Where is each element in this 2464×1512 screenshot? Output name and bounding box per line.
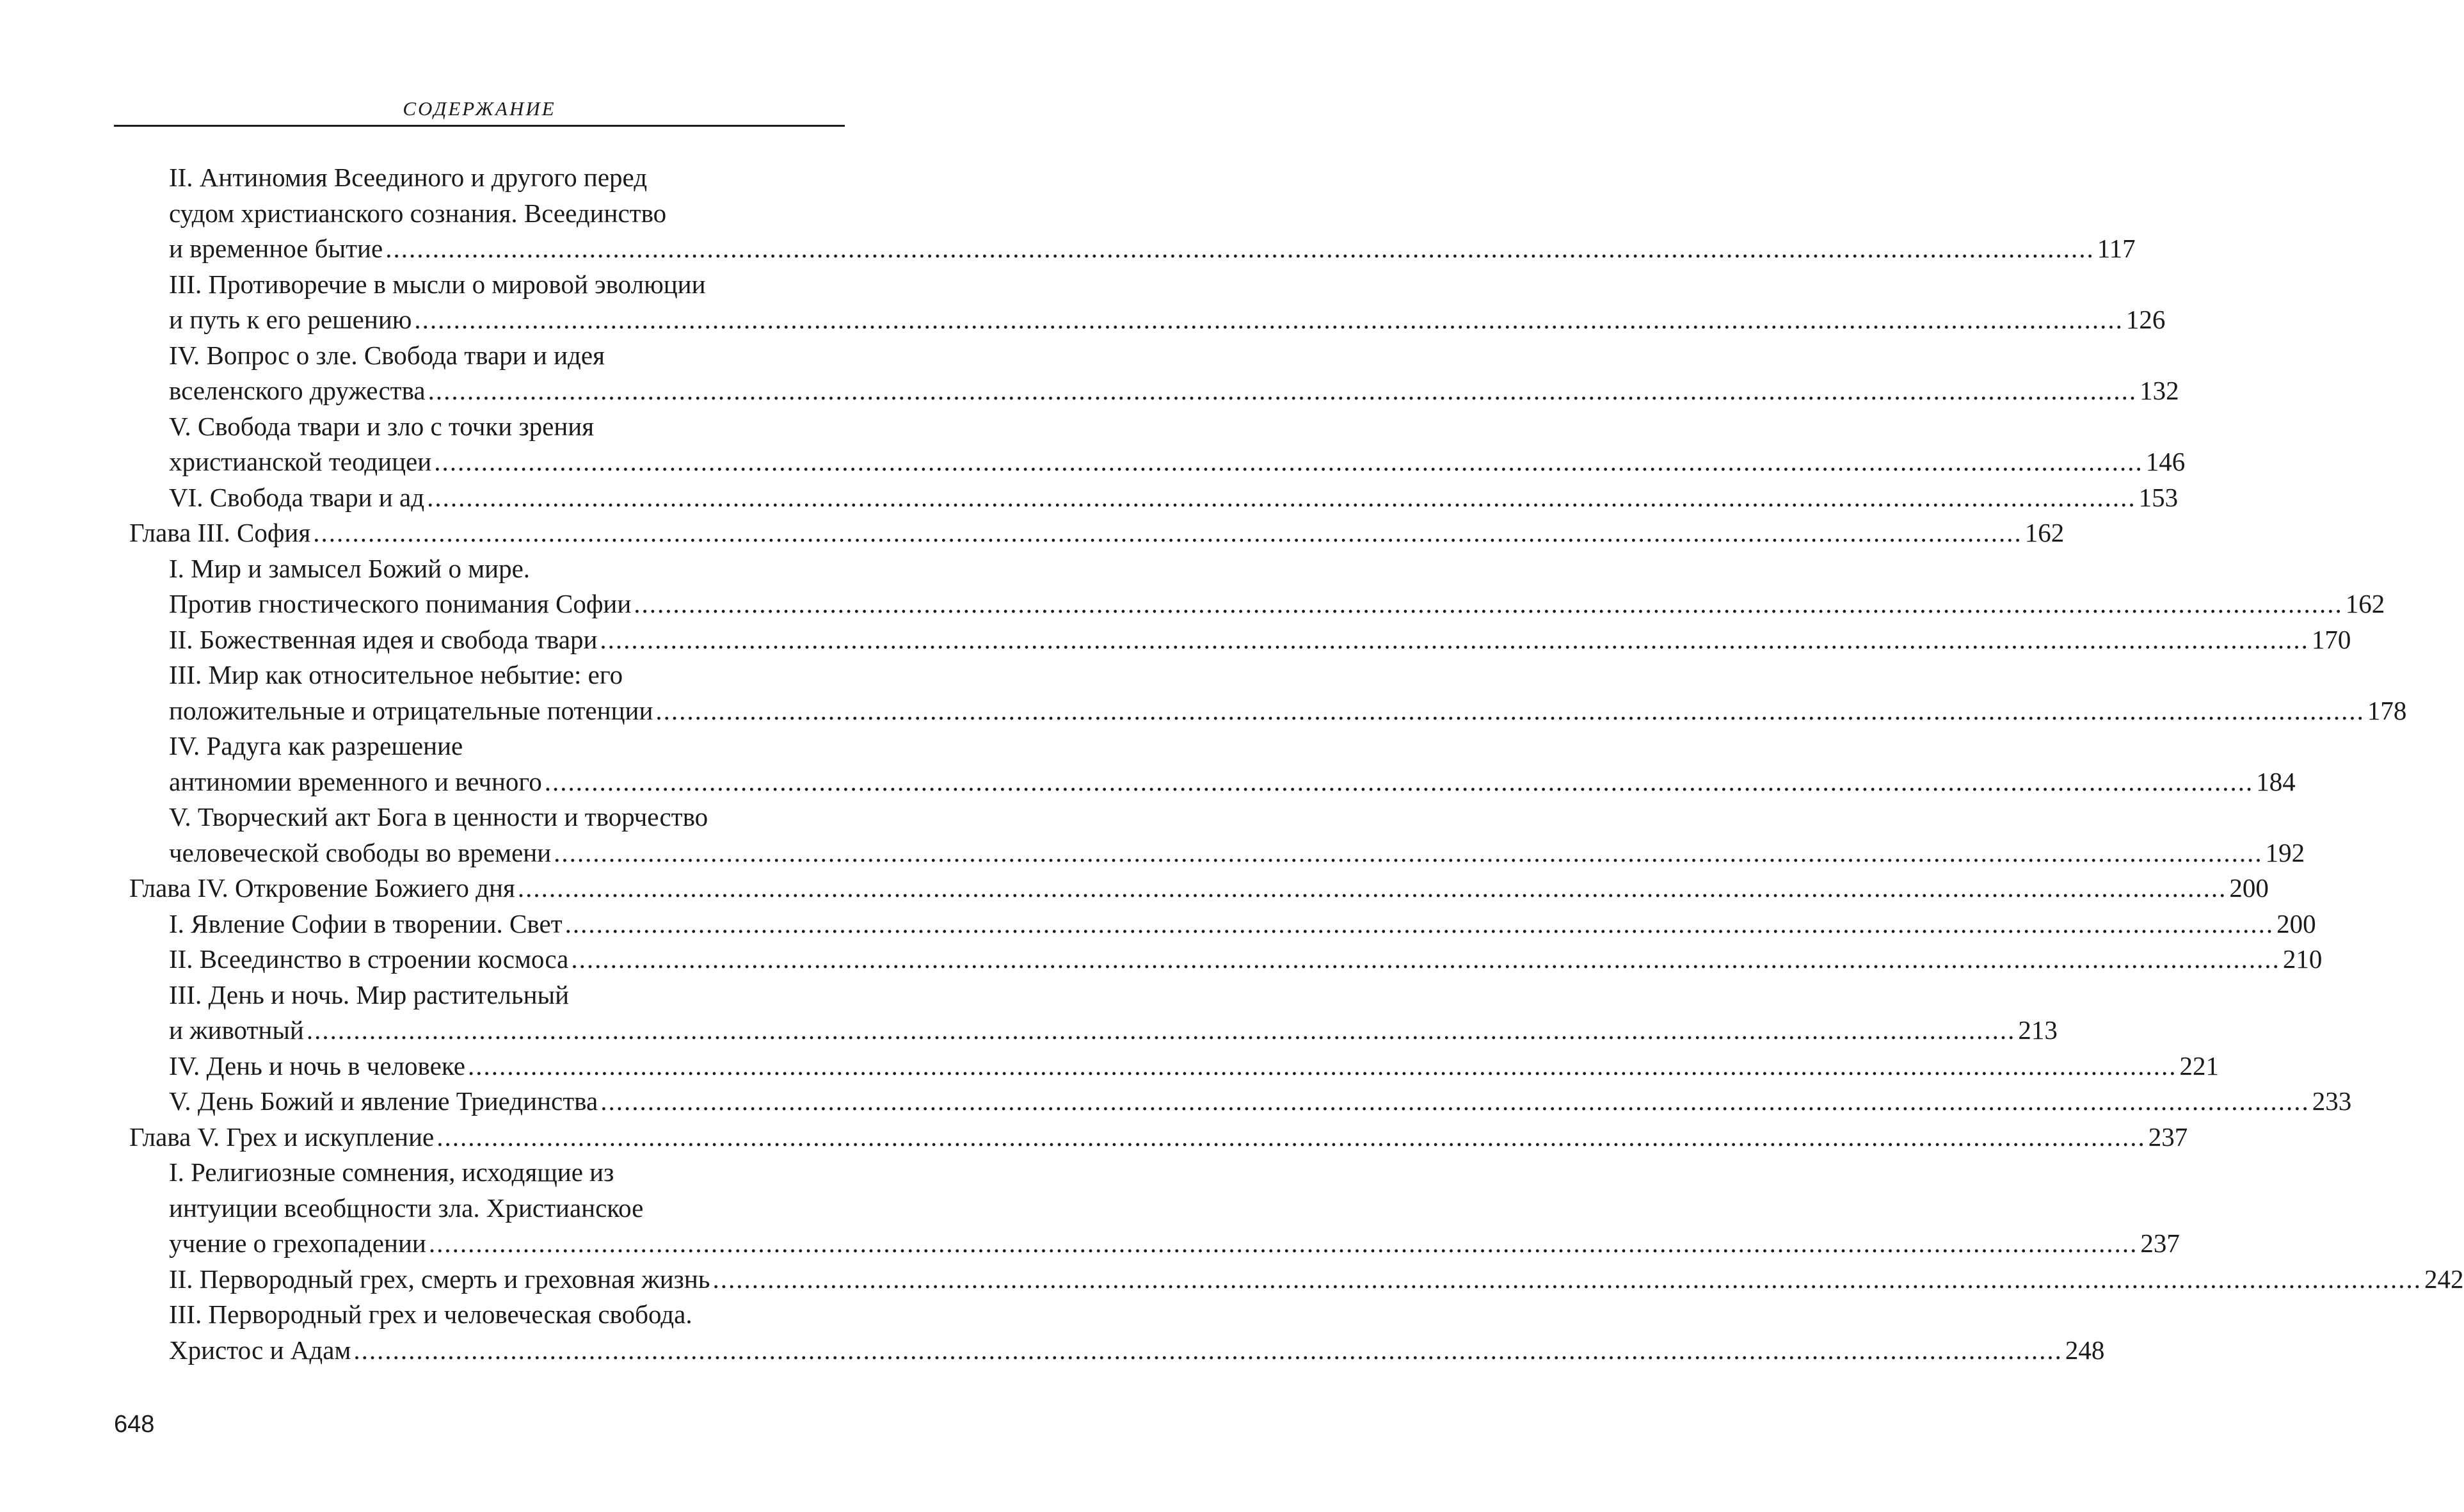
toc-section-entry: [0, 551, 2385, 622]
toc-entry-last-line: [169, 231, 2136, 267]
toc-entry-last-line: [129, 515, 2065, 551]
dot-leader: [436, 1120, 2146, 1155]
toc-page-number: 170: [2311, 624, 2351, 654]
toc-section-entry: [0, 622, 2351, 658]
toc-entry-title-line: и временное бытие: [169, 234, 383, 263]
page-number: 648: [114, 1411, 155, 1438]
toc-chapter-entry: [0, 871, 2269, 906]
toc-entry-title-line: I. Религиозные сомнения, исходящие из: [169, 1157, 614, 1187]
toc-entry-last-line: [129, 871, 2269, 906]
toc-section-entry: [0, 338, 2179, 409]
toc-entry-title-line: Глава III. София: [129, 518, 311, 547]
toc-entry-title-line: и животный: [169, 1015, 304, 1045]
toc-entry-title-line: III. Первородный грех и человеческая свобода.: [169, 1299, 692, 1329]
toc-entry-last-line: [169, 622, 2351, 658]
toc-section-entry: [0, 657, 2407, 728]
toc-entry-last-line: [129, 1120, 2188, 1155]
toc-section-entry: [0, 160, 2136, 267]
toc-entry-title-line: III. Мир как относительное небытие: его: [169, 660, 623, 689]
toc-entry-last-line: [169, 693, 2407, 729]
dot-leader: [434, 444, 2143, 480]
toc-entry-title-line: судом христианского сознания. Всеединство: [169, 198, 667, 228]
toc-chapter-entry: [0, 1120, 2188, 1155]
toc-entry-last-line: [169, 1333, 2105, 1369]
toc-section-entry: [0, 267, 2166, 338]
toc-entry-title-line: V. Творческий акт Бога в ценности и творчество: [169, 802, 708, 832]
toc-chapter-entry: [0, 515, 2065, 551]
toc-entry-last-line: [169, 835, 2305, 871]
dot-leader: [313, 515, 2022, 551]
toc-page-number: 210: [2282, 944, 2323, 974]
header-rule: [114, 125, 845, 127]
toc-entry-last-line: [169, 480, 2179, 516]
dot-leader: [427, 480, 2136, 516]
dot-leader: [545, 764, 2254, 800]
dot-leader: [571, 942, 2280, 977]
dot-leader: [428, 373, 2138, 409]
toc-entry-title-line: антиномии временного и вечного: [169, 766, 542, 796]
toc-section-entry: [0, 1084, 2352, 1120]
toc-section-entry: [0, 409, 2186, 480]
toc-entry-last-line: [169, 586, 2385, 622]
toc-entry-last-line: [169, 1226, 2180, 1262]
dot-leader: [565, 906, 2275, 942]
toc-page-number: 162: [2024, 518, 2065, 547]
toc-entry-title-line: V. День Божий и явление Триединства: [169, 1086, 598, 1116]
toc-entry-title-line: II. Первородный грех, смерть и греховная жизнь: [169, 1264, 710, 1294]
toc-section-entry: [0, 977, 2058, 1049]
toc-entry-title-line: III. Противоречие в мысли о мировой эволюции: [169, 269, 706, 299]
toc-page-number: 221: [2179, 1050, 2219, 1081]
toc-page-number: 153: [2138, 482, 2179, 512]
toc-entry-title-line: положительные и отрицательные потенции: [169, 695, 653, 725]
toc-entry-last-line: [169, 444, 2186, 480]
toc-entry-title-line: и путь к его решению: [169, 305, 412, 334]
dot-leader: [713, 1262, 2422, 1298]
dot-leader: [385, 231, 2095, 267]
dot-leader: [353, 1333, 2063, 1369]
toc-page-number: 126: [2125, 305, 2166, 334]
toc-page-number: 200: [2276, 908, 2316, 938]
table-of-contents: [0, 160, 2464, 1368]
toc-entry-title-line: человеческой свободы во времени: [169, 837, 552, 867]
dot-leader: [307, 1013, 2016, 1049]
toc-entry-title-line: Против гностического понимания Софии: [169, 589, 632, 618]
toc-page-number: 213: [2018, 1015, 2058, 1045]
dot-leader: [554, 835, 2263, 871]
dot-leader: [414, 302, 2124, 338]
toc-section-entry: [0, 1297, 2105, 1368]
toc-entry-last-line: [169, 1084, 2352, 1120]
toc-entry-title-line: IV. День и ночь в человеке: [169, 1050, 465, 1081]
toc-section-entry: [0, 728, 2296, 800]
toc-entry-title-line: Глава V. Грех и искупление: [129, 1122, 435, 1152]
toc-entry-title-line: II. Всеединство в строении космоса: [169, 944, 569, 974]
toc-entry-last-line: [169, 302, 2166, 338]
toc-page-number: 192: [2265, 837, 2305, 867]
toc-entry-title-line: I. Мир и замысел Божий о мире.: [169, 553, 531, 583]
toc-page-number: 233: [2312, 1086, 2352, 1116]
toc-entry-last-line: [169, 373, 2179, 409]
toc-page-number: 132: [2140, 376, 2179, 405]
toc-entry-title-line: IV. Вопрос о зле. Свобода твари и идея: [169, 340, 605, 370]
toc-entry-last-line: [169, 1013, 2058, 1049]
toc-section-entry: [0, 942, 2323, 977]
dot-leader: [429, 1226, 2138, 1262]
toc-entry-title-line: IV. Радуга как разрешение: [169, 731, 463, 760]
toc-section-entry: [0, 480, 2179, 516]
toc-entry-title-line: II. Антиномия Всеединого и другого перед: [169, 163, 648, 192]
toc-entry-last-line: [169, 906, 2316, 942]
toc-page-number: 117: [2097, 234, 2136, 263]
toc-page-number: 146: [2145, 447, 2186, 476]
toc-page-number: 162: [2345, 589, 2385, 618]
toc-entry-title-line: интуиции всеобщности зла. Христианское: [169, 1193, 644, 1223]
toc-page-number: 237: [2148, 1122, 2188, 1152]
running-title: СОДЕРЖАНИЕ: [403, 97, 556, 120]
toc-page-number: 237: [2140, 1228, 2180, 1258]
toc-entry-title-line: учение о грехопадении: [169, 1228, 426, 1258]
dot-leader: [518, 871, 2227, 906]
dot-leader: [600, 622, 2309, 658]
toc-entry-last-line: [169, 1262, 2464, 1298]
toc-entry-last-line: [169, 942, 2323, 977]
toc-page-number: 248: [2065, 1335, 2105, 1365]
toc-entry-title-line: христианской теодицеи: [169, 447, 432, 476]
toc-page-number: 184: [2256, 766, 2296, 796]
toc-entry-title-line: Глава IV. Откровение Божиего дня: [129, 873, 515, 903]
dot-leader: [468, 1049, 2177, 1084]
toc-page-number: 242: [2424, 1264, 2464, 1294]
toc-entry-last-line: [169, 1049, 2219, 1084]
toc-entry-title-line: V. Свобода твари и зло с точки зрения: [169, 411, 595, 441]
toc-entry-title-line: I. Явление Софии в творении. Свет: [169, 908, 563, 938]
toc-entry-title-line: VI. Свобода твари и ад: [169, 482, 425, 512]
toc-entry-title-line: вселенского дружества: [169, 376, 426, 405]
toc-section-entry: [0, 906, 2316, 942]
dot-leader: [655, 693, 2365, 729]
dot-leader: [600, 1084, 2310, 1120]
dot-leader: [634, 586, 2343, 622]
toc-entry-title-line: II. Божественная идея и свобода твари: [169, 624, 598, 654]
toc-section-entry: [0, 1155, 2180, 1262]
toc-entry-title-line: III. День и ночь. Мир растительный: [169, 979, 570, 1009]
toc-section-entry: [0, 1049, 2219, 1084]
toc-page-number: 200: [2229, 873, 2269, 903]
toc-page-number: 178: [2367, 695, 2407, 725]
toc-section-entry: [0, 1262, 2464, 1298]
toc-section-entry: [0, 800, 2305, 871]
toc-entry-last-line: [169, 764, 2296, 800]
toc-entry-title-line: Христос и Адам: [169, 1335, 351, 1365]
